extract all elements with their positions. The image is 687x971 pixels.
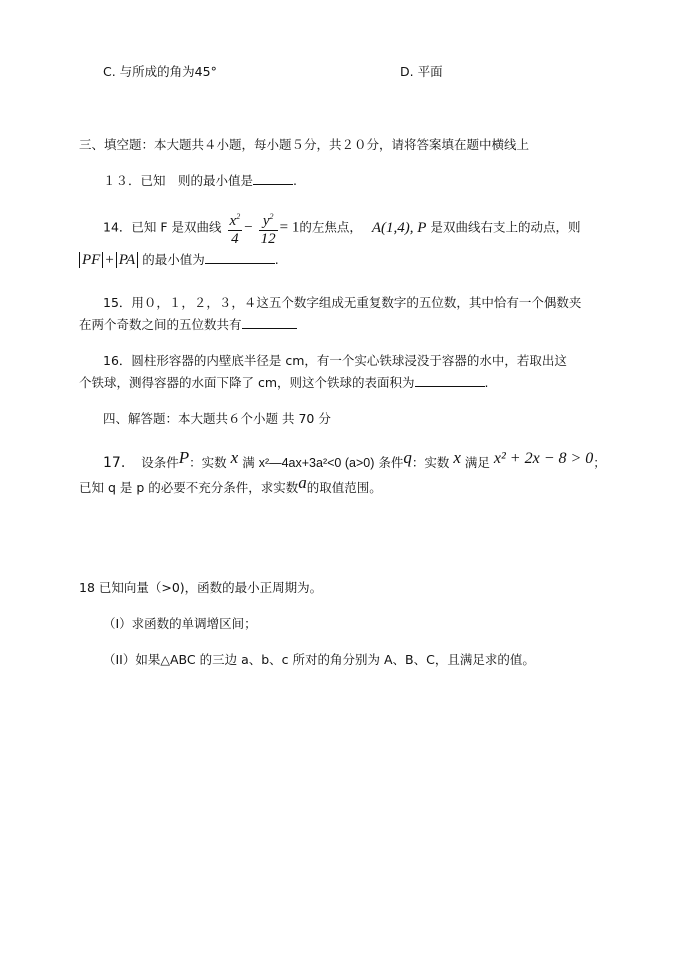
question-13 [103,172,297,190]
question-16-line2 [79,374,489,392]
section-3-heading: 三、填空题：本大题共４小题，每小题５分，共２０分，请将答案填在题中横线上 [79,137,530,152]
q14-tail: . [274,252,279,267]
q15-line2-text: 在两个奇数之间的五位数共有 [79,317,242,332]
q13-text: １３．已知 则的最小值是 [103,173,254,188]
q17-inequality-2: x² + 2x − 8 > 0 [493,450,594,467]
section-4-heading: 四、解答题：本大题共６个小题 共 70 分 [103,411,331,426]
question-16-line1: 16．圆柱形容器的内壁底半径是 cm，有一个实心铁球浸没于容器的水中，若取出这 [103,353,567,368]
q17-q: q [403,448,412,467]
q14-minus: − [244,219,253,236]
question-18-part-2: （II）如果△ABC 的三边 a、b、c 所对的角分别为 A、B、C，且满足求的值。 [103,652,535,667]
q17-b: ：实数 [189,455,227,470]
q17-a: 设条件 [141,455,179,470]
q17-number: 17. [103,455,126,471]
q14-plus: + [105,252,114,268]
question-18: 18 已知向量（>0)，函数的最小正周期为。 [79,580,323,595]
q14-line2: 的最小值为 [142,252,205,267]
q13-answer-blank [253,172,293,185]
q17-semicolon: ； [593,455,606,470]
q17-a-variable: a [298,473,307,492]
q16-tail: . [484,375,489,390]
q14-abs-pf: PF [79,252,103,268]
q14-mid: 的左焦点， [299,219,362,235]
q17-line2a: 已知 q 是 p 的必要不充分条件，求实数 [79,480,299,495]
question-14-line2 [79,251,279,269]
question-15-line2 [79,316,297,334]
q16-line2-text: 个铁球，测得容器的水面下降了 cm，则这个铁球的表面积为 [79,375,415,390]
q16-answer-blank [415,374,485,387]
q14-fraction-x: $\frac{x^2}{4}$ [228,208,243,248]
q14-answer-blank [205,251,275,264]
question-17 [103,446,606,475]
question-14 [103,208,580,248]
q14-fraction-y: $\frac{y^2}{12}$ [259,208,278,248]
q17-p: P [178,448,190,467]
q17-inequality-1: x²—4ax+3a²<0 (a>0) [258,456,375,470]
q17-f: 满足 [464,455,490,470]
q14-equals: = 1 [279,219,300,236]
question-15-line1: 15．用０，１，２，３，４这五个数字组成无重复数字的五位数，其中恰有一个偶数夹 [103,295,582,310]
q17-c: 满 [242,455,255,470]
q17-line2b: 的取值范围。 [306,480,382,495]
q17-d: 条件 [378,455,404,470]
q15-answer-blank [242,316,297,329]
option-d: D. 平面 [400,64,443,79]
question-17-line2 [79,472,382,499]
q14-suffix: 是双曲线右支上的动点，则 [430,219,581,235]
q17-x1: x [230,448,239,467]
q13-tail: . [293,173,297,188]
q14-point: A(1,4), P [371,219,427,236]
option-c: C. 与所成的角为45° [103,64,217,79]
question-18-part-1: （I）求函数的单调增区间； [103,616,257,631]
q14-abs-pa: PA [116,252,138,268]
q17-x2: x [453,448,461,467]
q14-prefix: 14．已知 F 是双曲线 [103,219,222,235]
q17-e: ：实数 [411,455,450,470]
